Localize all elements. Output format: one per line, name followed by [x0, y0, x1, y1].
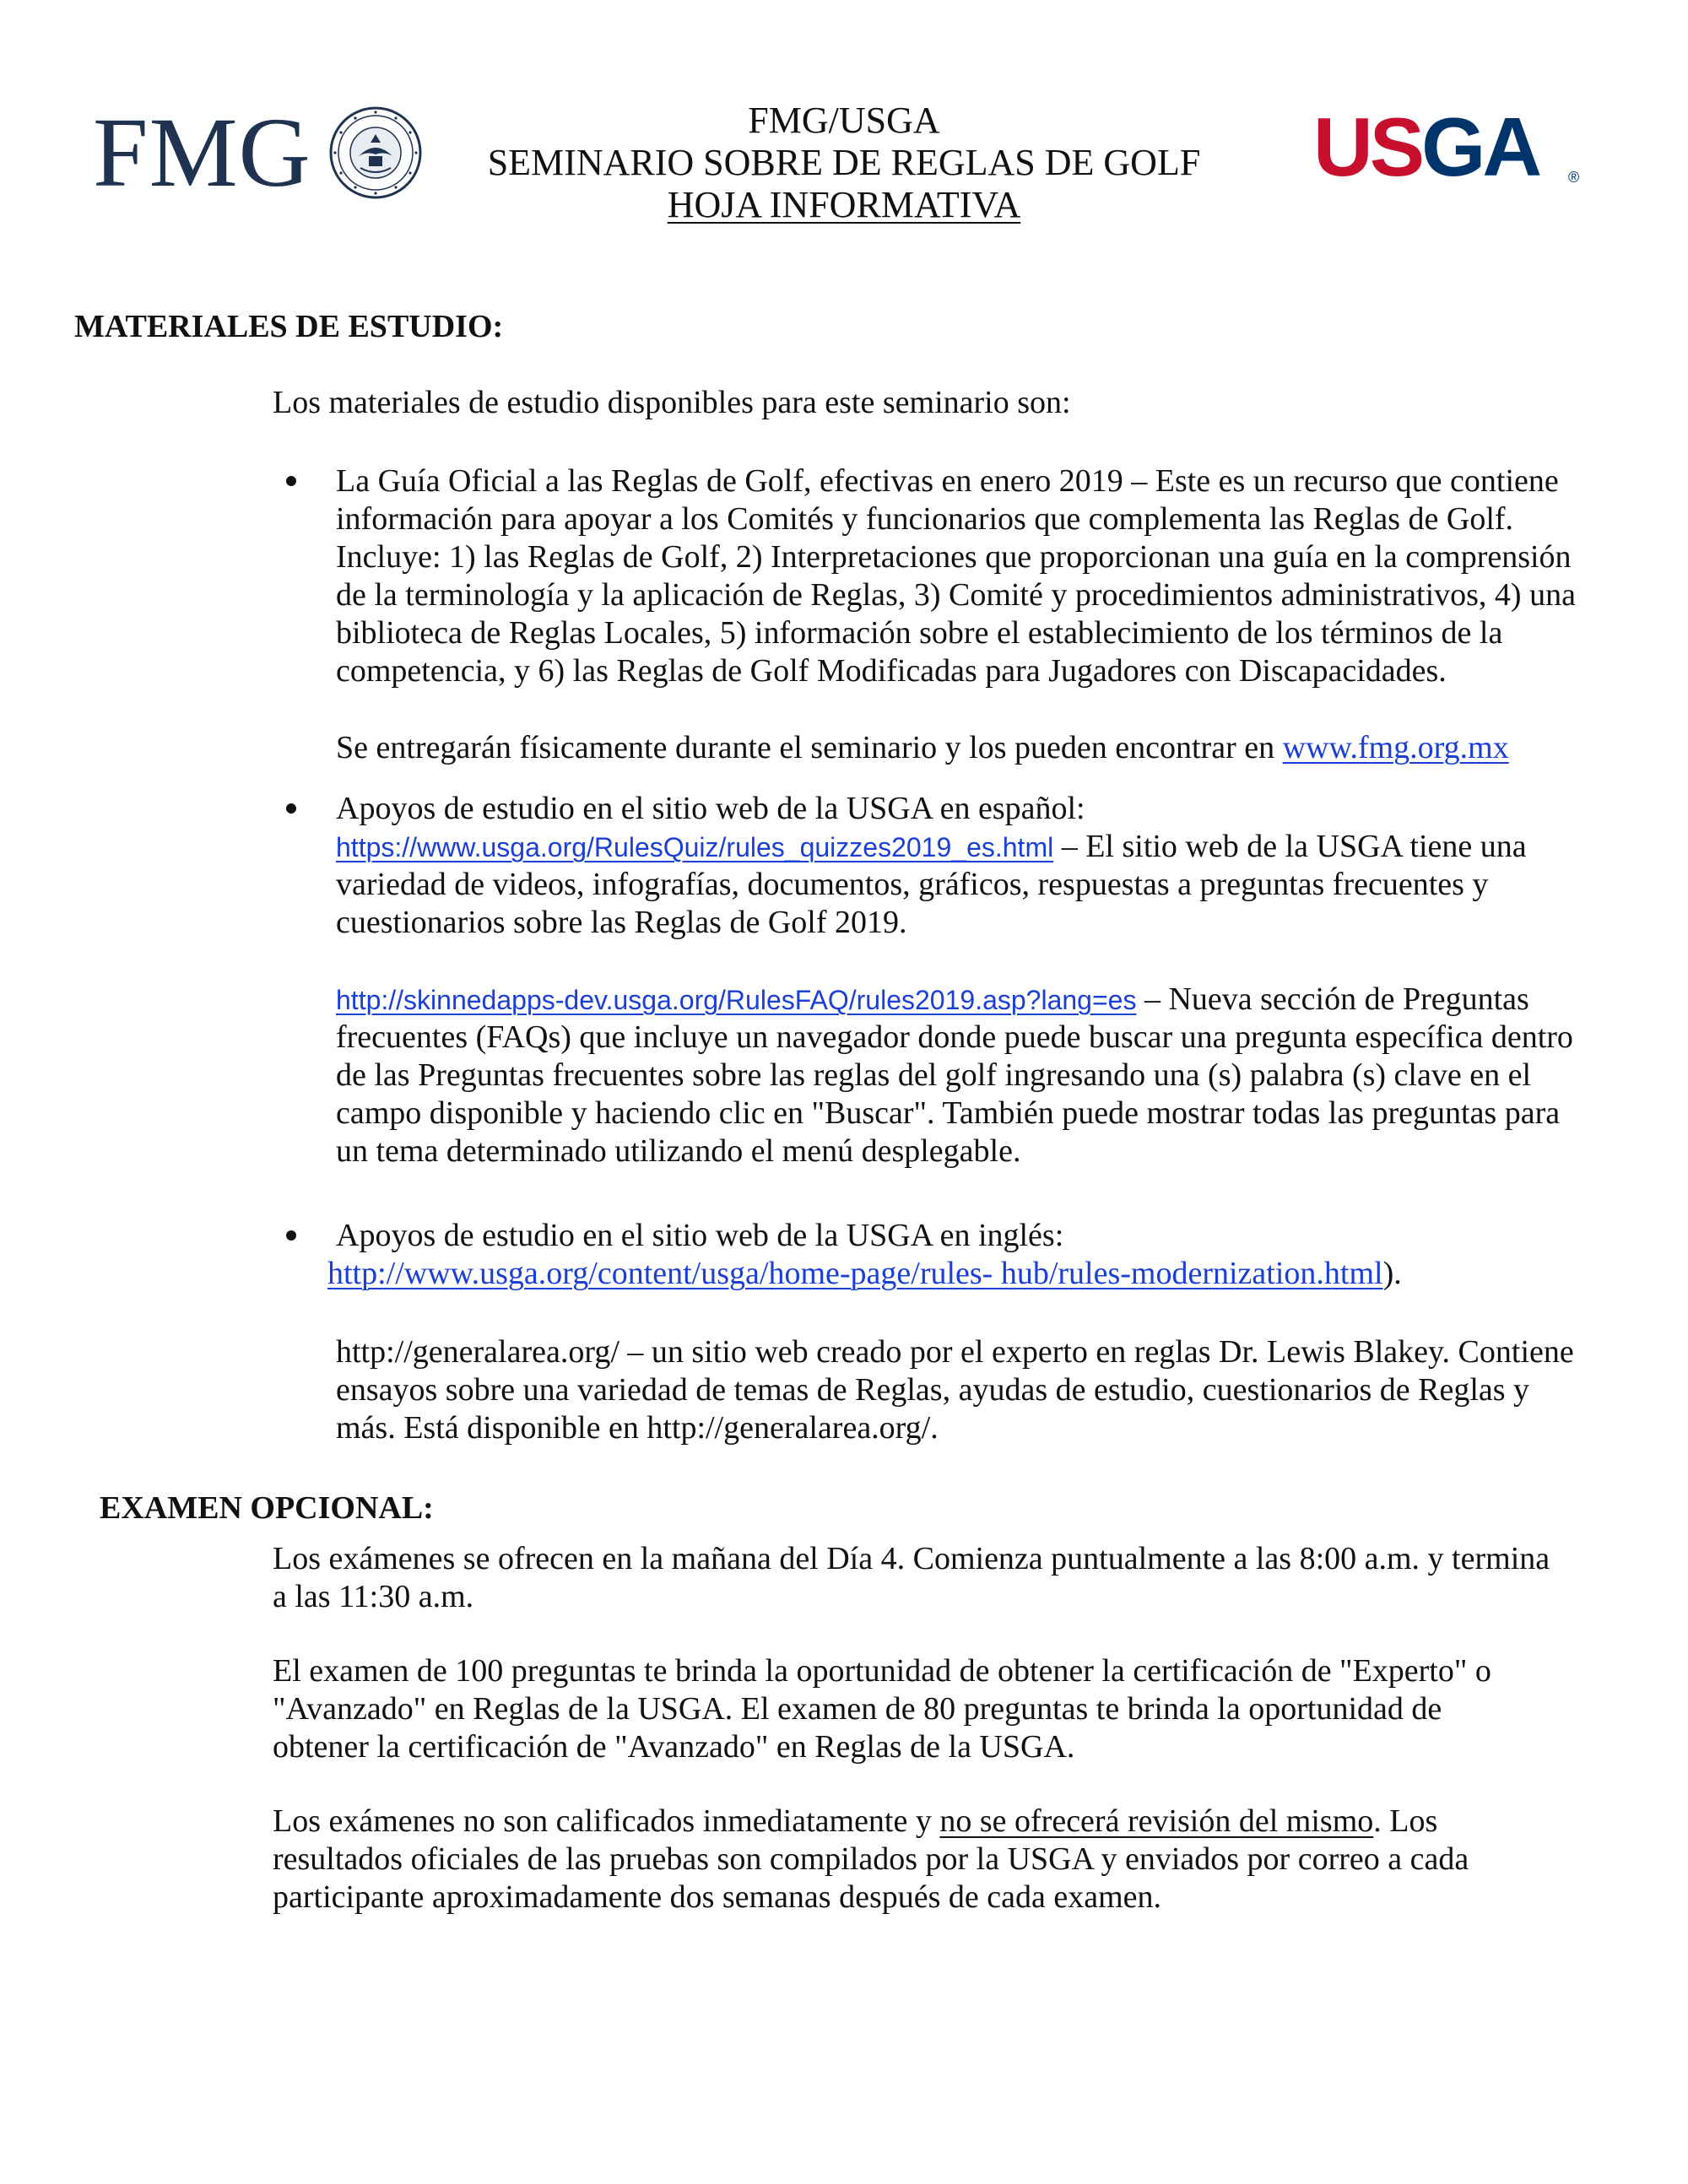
- bullet1-line-1: La Guía Oficial a las Reglas de Golf, efectivas en enero 2019 – Este es un recurso que contiene: [336, 463, 1559, 499]
- bullet2-link2-line: [336, 981, 1529, 1019]
- bullet-icon: [286, 476, 296, 486]
- usga-registered-mark: ®: [1568, 169, 1580, 186]
- svg-text:USGA: USGA: [1313, 101, 1539, 193]
- examen-para1-line-1: Los exámenes se ofrecen en la mañana del Día 4. Comienza puntualmente a las 8:00 a.m. y termina: [273, 1541, 1550, 1576]
- examen-para2-line-2: "Avanzado" en Reglas de la USGA. El examen de 80 preguntas te brinda la oportunidad de: [273, 1691, 1442, 1727]
- bullet3-line-1: Apoyos de estudio en el sitio web de la USGA en inglés:: [336, 1218, 1064, 1253]
- seal-icon: [328, 105, 423, 200]
- examen-para2-line-3: obtener la certificación de "Avanzado" en Reglas de la USGA.: [273, 1729, 1075, 1765]
- fmg-wordmark: FMG: [93, 97, 311, 208]
- bullet2-line-a2: cuestionarios sobre las Reglas de Golf 2019.: [336, 905, 907, 940]
- bullet3-line-2: http://generalarea.org/ – un sitio web creado por el experto en reglas Dr. Lewis Blakey. Contiene: [336, 1334, 1574, 1370]
- bullet2-line-a1: variedad de videos, infografías, documentos, gráficos, respuestas a preguntas frecuentes y: [336, 867, 1489, 902]
- usga-logo: [1313, 101, 1592, 194]
- header-title-line-1: FMG/USGA: [748, 100, 940, 141]
- bullet-icon: [286, 803, 296, 814]
- bullet3-line-4: más. Está disponible en http://generalarea.org/.: [336, 1410, 939, 1446]
- section-heading-examen: EXAMEN OPCIONAL:: [100, 1490, 434, 1526]
- bullet2-link1-line: [336, 828, 1527, 867]
- bullet2-line-1: Apoyos de estudio en el sitio web de la USGA en español:: [336, 791, 1085, 826]
- examen-para3-line-3: participante aproximadamente dos semanas después de cada examen.: [273, 1879, 1162, 1915]
- examen-para1-line-2: a las 11:30 a.m.: [273, 1579, 474, 1614]
- bullet3-link-line: [327, 1255, 1402, 1293]
- bullet-icon: [286, 1230, 296, 1241]
- section-heading-materiales: MATERIALES DE ESTUDIO:: [74, 309, 504, 344]
- bullet1-line-2: información para apoyar a los Comités y funcionarios que complementa las Reglas de Golf.: [336, 501, 1514, 537]
- bullet1-delivery-text: Se entregarán físicamente durante el seminario y los pueden encontrar en: [336, 730, 1283, 765]
- examen-para3-underlined: no se ofrecerá revisión del mismo: [939, 1803, 1374, 1839]
- fmg-website-link[interactable]: www.fmg.org.mx: [1282, 730, 1509, 765]
- bullet1-line-6: competencia, y 6) las Reglas de Golf Modificadas para Jugadores con Discapacidades.: [336, 653, 1447, 689]
- bullet3-line-3: ensayos sobre una variedad de temas de Reglas, ayudas de estudio, cuestionarios de Reglas y: [336, 1372, 1530, 1408]
- materiales-intro: Los materiales de estudio disponibles para este seminario son:: [273, 385, 1071, 420]
- header-title-block: [473, 100, 1215, 226]
- examen-para3-line-1: [273, 1803, 1437, 1841]
- usga-rules-quiz-link[interactable]: https://www.usga.org/RulesQuiz/rules_quizzes2019_es.html: [336, 832, 1054, 862]
- bullet2-link1-after: – El sitio web de la USGA tiene una: [1053, 829, 1527, 864]
- examen-para3-before: Los exámenes no son calificados inmediatamente y: [273, 1803, 940, 1839]
- bullet2-line-b3: campo disponible y haciendo clic en "Buscar". También puede mostrar todas las preguntas para: [336, 1095, 1561, 1131]
- fmg-logo: [93, 97, 423, 208]
- examen-para2-line-1: El examen de 100 preguntas te brinda la oportunidad de obtener la certificación de "Experto" o: [273, 1653, 1491, 1689]
- header-title-line-3: HOJA INFORMATIVA: [667, 184, 1021, 225]
- bullet2-line-b4: un tema determinado utilizando el menú desplegable.: [336, 1133, 1021, 1169]
- bullet1-line-4: de la terminología y la aplicación de Reglas, 3) Comité y procedimientos administrativos, 4) una: [336, 577, 1576, 613]
- usga-rules-modernization-link[interactable]: http://www.usga.org/content/usga/home-page/rules- hub/rules-modernization.html: [327, 1256, 1383, 1291]
- bullet1-line-5: biblioteca de Reglas Locales, 5) información sobre el establecimiento de los términos de la: [336, 615, 1503, 651]
- header-title-line-2: SEMINARIO SOBRE DE REGLAS DE GOLF: [487, 142, 1201, 183]
- examen-para3-after: . Los: [1373, 1803, 1438, 1839]
- bullet3-link-after: ).: [1382, 1256, 1402, 1291]
- bullet2-link2-after: – Nueva sección de Preguntas: [1136, 981, 1529, 1017]
- bullet2-line-b2: de las Preguntas frecuentes sobre las reglas del golf ingresando una (s) palabra (s) clave en el: [336, 1057, 1532, 1093]
- examen-para3-line-2: resultados oficiales de las pruebas son compilados por la USGA y enviados por correo a cada: [273, 1841, 1469, 1877]
- bullet1-delivery: [336, 729, 1509, 767]
- usga-rules-faq-link[interactable]: http://skinnedapps-dev.usga.org/RulesFAQ/rules2019.asp?lang=es: [336, 985, 1137, 1015]
- bullet1-line-3: Incluye: 1) las Reglas de Golf, 2) Interpretaciones que proporcionan una guía en la comprensión: [336, 539, 1572, 575]
- bullet2-line-b1: frecuentes (FAQs) que incluye un navegador donde puede buscar una pregunta específica dentro: [336, 1019, 1573, 1055]
